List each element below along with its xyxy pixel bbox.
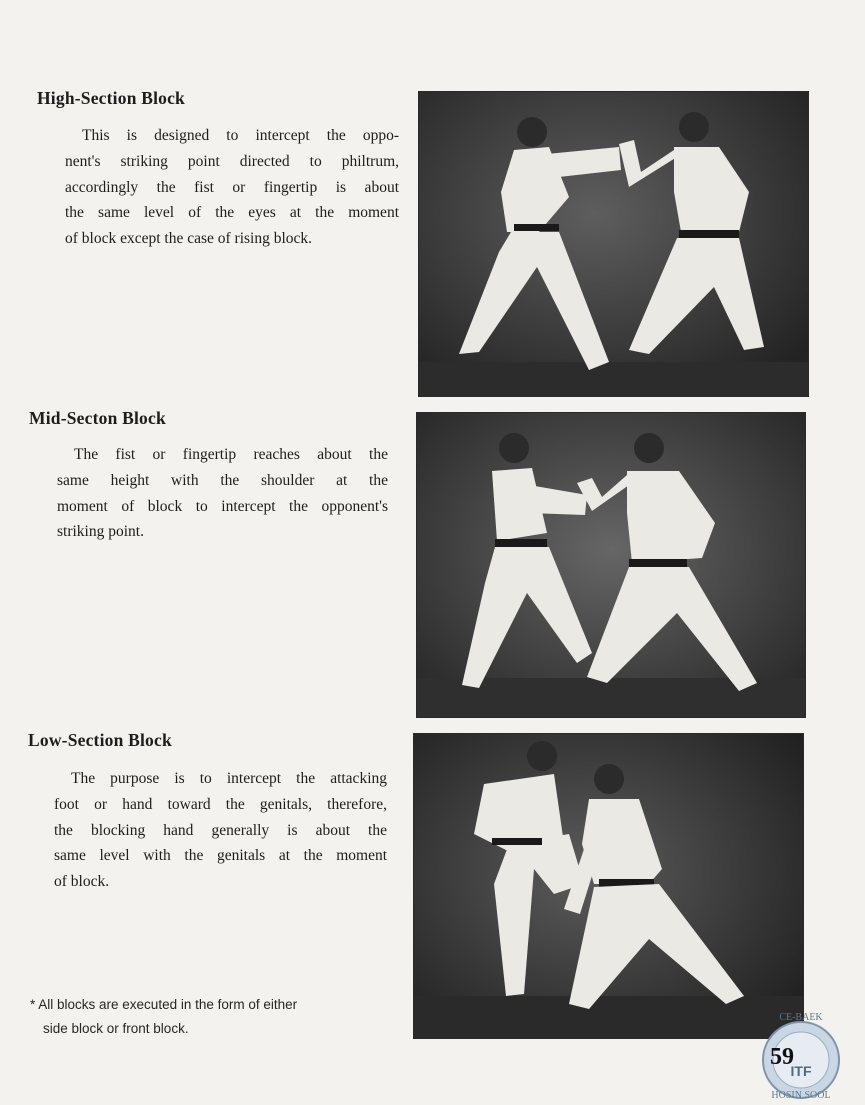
text-line: the same level of the eyes at the moment (65, 204, 399, 222)
section-body-mid (57, 442, 388, 545)
section-body-high (65, 123, 399, 252)
text-line: foot or hand toward the genitals, therefore, (54, 795, 387, 813)
photo-high-section-block (419, 92, 808, 396)
svg-text:HOSIN SOOL: HOSIN SOOL (771, 1090, 831, 1100)
page-number: 59 (770, 1044, 794, 1070)
photo-low-section-block (414, 734, 803, 1038)
section-heading-mid: Mid-Secton Block (29, 408, 166, 428)
svg-text:CE-BAEK: CE-BAEK (779, 1012, 823, 1023)
text-line: striking point. (57, 523, 144, 541)
svg-text:ITF: ITF (790, 1063, 812, 1079)
footnote-line: * All blocks are executed in the form of either (30, 997, 298, 1012)
text-line: same height with the shoulder at the (57, 471, 388, 489)
text-line: This is designed to intercept the oppo- (82, 127, 399, 144)
text-line: of block except the case of rising block. (65, 230, 313, 248)
section-heading-low: Low-Section Block (28, 730, 172, 750)
watermark-seal (744, 1008, 859, 1100)
text-line: the blocking hand generally is about the (54, 821, 387, 839)
text-line: The fist or fingertip reaches about the (74, 446, 388, 463)
photo-mid-section-block (417, 413, 805, 717)
footnote (30, 993, 297, 1041)
text-line: of block. (54, 873, 110, 891)
text-line: same level with the genitals at the moment (54, 847, 387, 865)
text-line: moment of block to intercept the opponent's (57, 497, 388, 515)
text-line: nent's striking point directed to philtrum, (65, 152, 399, 170)
footnote-line: side block or front block. (43, 1021, 189, 1036)
section-heading-high: High-Section Block (37, 88, 185, 108)
section-body-low (54, 766, 387, 895)
text-line: accordingly the fist or fingertip is about (65, 178, 399, 196)
text-line: The purpose is to intercept the attacking (71, 770, 387, 787)
